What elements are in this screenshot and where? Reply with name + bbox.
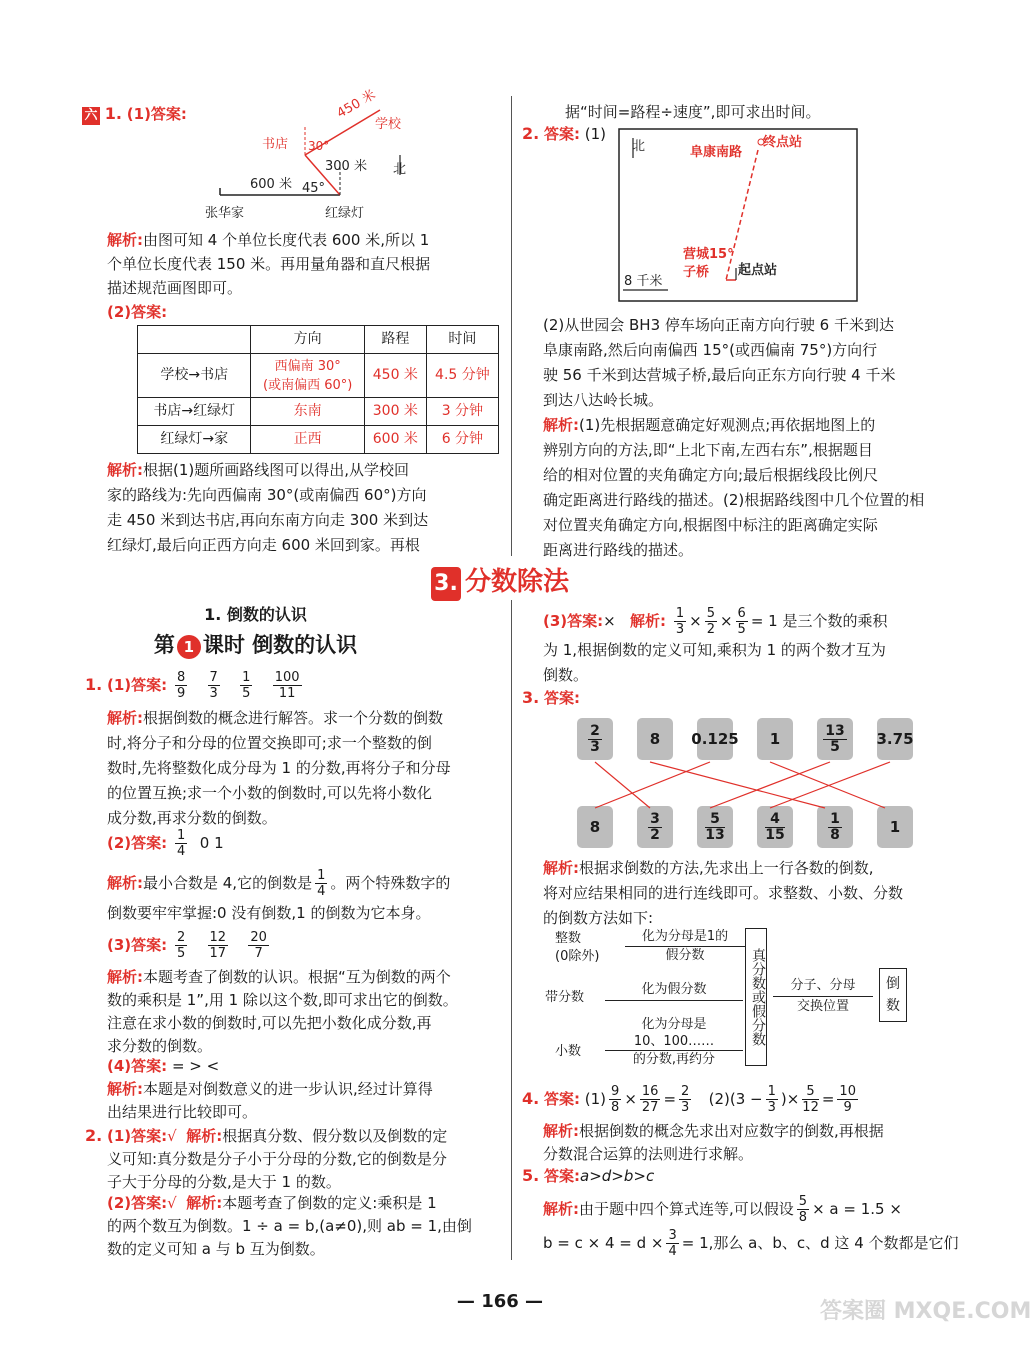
answer-value: × — [603, 612, 616, 630]
label-30deg: 30° — [308, 139, 330, 153]
column-divider-bottom — [511, 600, 512, 1260]
analysis-text: 由于题中四个算式连等,可以假设 — [579, 1200, 794, 1218]
table-row — [138, 398, 499, 426]
q1-3 — [107, 928, 272, 962]
q1-part2-label: (2)答案: — [107, 303, 168, 321]
cell-line: (或南偏西 60°) — [263, 377, 353, 393]
q-number: 2. — [522, 124, 540, 143]
analysis-line: 数的定义可知 a 与 b 互为倒数。 — [107, 1240, 325, 1258]
analysis-label: 解析: — [186, 1194, 223, 1212]
analysis-line: 将对应结果相同的进行连线即可。求整数、小数、分数 — [543, 884, 904, 902]
sub-title: 1. 倒数的认识 — [204, 605, 307, 624]
analysis-line: 的倒数方法如下: — [543, 909, 654, 927]
answer-label: (4)答案: — [107, 1057, 168, 1075]
answer-value: a>d>b>c — [580, 1167, 655, 1185]
flow-mixed: 带分数 — [545, 990, 585, 1005]
table-header-cell: 路程 — [364, 326, 426, 354]
analysis-line: 求分数的倒数。 — [107, 1037, 213, 1055]
a3-analysis — [107, 966, 458, 1058]
answer-line: 阜康南路,然后向南偏西 15°(或西偏南 75°)方向行 — [543, 341, 878, 359]
table-cell: 红绿灯→家 — [138, 426, 251, 454]
table-cell: 正西 — [251, 426, 364, 454]
number-chip: $\frac{5}{13}$ — [697, 806, 733, 848]
lesson-title — [0, 630, 511, 660]
number-chip: $\frac{1}{8}$ — [817, 806, 853, 848]
q6-1-header — [82, 102, 187, 126]
table-cell: 6 分钟 — [426, 426, 498, 454]
analysis-line: 义可知:真分数是分子小于分母的分数,它的倒数是分 — [107, 1150, 447, 1168]
table-cell — [251, 354, 364, 398]
table-cell: 300 米 — [364, 398, 426, 426]
q5-analysis: 解析:由于题中四个算式连等,可以假设 $\frac{5}{8}$ × a = 1.5 × b = c × 4 = d × $\frac{3}{4}$ = 1,那么 a、b、c、d 这 4 个数都是它们 — [543, 1194, 959, 1259]
q5 — [522, 1164, 654, 1188]
analysis-label: 解析: — [107, 231, 143, 249]
flow-result-box: 倒数 — [879, 968, 907, 1022]
continuation-line: 据“时间=路程÷速度”,即可求出时间。 — [565, 103, 821, 121]
analysis-label: 解析: — [107, 1080, 143, 1098]
number-chip: $\frac{2}{3}$ — [577, 718, 613, 760]
fraction: $\frac{2}{5}$ — [176, 930, 186, 961]
answer-value: 0 1 — [199, 834, 224, 852]
number-chip: 1 — [877, 806, 913, 848]
q3-3: (3)答案:× 解析: $\frac{1}{3}$ × $\frac{5}{2}$ × $\frac{6}{5}$ = 1 是三个数的乘积 — [543, 606, 888, 637]
answer-label: 答案: — [544, 689, 580, 707]
q2-analysis — [543, 413, 924, 563]
analysis-line: 根据倒数的概念进行解答。求一个分数的倒数 — [143, 709, 444, 727]
q1-2 — [107, 826, 224, 860]
flow-diagram — [545, 928, 925, 1068]
answer-label: 答案: — [544, 1167, 580, 1185]
matching-lines — [575, 760, 915, 810]
fraction: $\frac{5}{2}$ — [706, 606, 715, 637]
analysis-line: 为 1,根据倒数的定义可知,乘积为 1 的两个数才互为 — [543, 641, 886, 659]
q2-part2 — [543, 313, 895, 413]
flow-int-arrow: 化为分母是1的 假分数 — [625, 928, 745, 965]
label-300: 300 米 — [325, 159, 367, 174]
route-diagram — [190, 87, 430, 230]
analysis-line: 距离进行路线的描述。 — [543, 541, 694, 559]
number-chip: 3.75 — [877, 718, 913, 760]
q3-analysis — [543, 856, 903, 931]
analysis-1 — [107, 228, 430, 300]
number-chip: $\frac{13}{5}$ — [817, 718, 853, 760]
chapter-badge: 3. — [431, 567, 461, 601]
analysis-line: 倒数要牢牢掌握:0 没有倒数,1 的倒数为它本身。 — [107, 904, 431, 922]
analysis-label: 解析: — [186, 1127, 223, 1145]
fraction: $\frac{100}{11}$ — [274, 670, 300, 701]
q-number: 1. — [85, 675, 103, 694]
table-header-row — [138, 326, 499, 354]
number-chip: 1 — [757, 718, 793, 760]
table-cell: 450 米 — [364, 354, 426, 398]
analysis-label: 解析: — [543, 1122, 579, 1140]
sub-label: (1) — [584, 1090, 607, 1108]
analysis-line: 分数混合运算的法则进行求解。 — [543, 1145, 754, 1163]
analysis-line: 走 450 米到达书店,再向东南方向走 300 米到达 — [107, 511, 429, 529]
route-table — [137, 325, 499, 454]
sub-label: (2)(3 − — [708, 1090, 763, 1108]
flow-swap: 分子、分母 交换位置 — [773, 976, 873, 1017]
fraction: $\frac{6}{5}$ — [737, 606, 746, 637]
answer-label: (3)答案: — [107, 936, 168, 954]
analysis-text: = 1 是三个数的乘积 — [750, 612, 888, 630]
q3-header — [522, 686, 580, 710]
analysis-line: 成分数,再求分数的倒数。 — [107, 809, 277, 827]
analysis-line: 根据倒数的概念先求出对应数字的倒数,再根据 — [579, 1122, 884, 1140]
table-header-cell: 方向 — [251, 326, 364, 354]
q4: 4. 答案: (1) $\frac{9}{8}$ × $\frac{16}{27}$ = $\frac{2}{3}$ (2)(3 − $\frac{1}{3}$ )× $\frac{5}{12}$ = $\frac{10}{9}$ — [522, 1084, 856, 1115]
chapter-title-text: 分数除法 — [464, 567, 569, 597]
analysis-line: 本题考查了倒数的认识。根据“互为倒数的两个 — [143, 968, 451, 986]
analysis-label: 解析: — [543, 416, 579, 434]
q2-2 — [107, 1192, 472, 1261]
label-school: 学校 — [375, 117, 402, 132]
fraction: $\frac{1}{4}$ — [317, 868, 326, 899]
analysis-text: 最小合数是 4,它的倒数是 — [143, 874, 313, 892]
fraction: $\frac{1}{4}$ — [176, 828, 186, 859]
flow-int: 整数 (0除外) — [555, 931, 600, 964]
answer-label: 答案: — [544, 125, 580, 143]
analysis-line: 本题是对倒数意义的进一步认识,经过计算得 — [143, 1080, 433, 1098]
section-badge: 六 — [82, 107, 100, 125]
fraction: $\frac{1}{3}$ — [675, 606, 685, 637]
answer-line: 到达八达岭长城。 — [543, 391, 664, 409]
map-north: 北 — [632, 139, 646, 154]
a4-analysis — [107, 1078, 433, 1124]
analysis-line: 根据真分数、假分数以及倒数的定 — [222, 1127, 448, 1145]
answer-value: √ — [167, 1127, 177, 1145]
a1-analysis — [107, 706, 451, 831]
answer-label: (2)答案: — [107, 834, 168, 852]
a2-analysis — [107, 868, 450, 927]
flow-mid-box: 真分数或假分数 — [745, 928, 767, 1066]
analysis-line: 对位置夹角确定方向,根据图中标注的距离确定实际 — [543, 516, 878, 534]
table-header-cell: 时间 — [426, 326, 498, 354]
table-cell: 3 分钟 — [426, 398, 498, 426]
analysis-line: 个单位长度代表 150 米。再用量角器和直尺根据 — [107, 255, 431, 273]
analysis-line: 时,将分子和分母的位置交换即可;求一个整数的倒 — [107, 734, 432, 752]
label-north: 北 — [393, 162, 407, 177]
watermark: 答案圈 MXQE.COM — [820, 1299, 1031, 1324]
analysis-label: 解析: — [543, 859, 579, 877]
number-chip: 0.125 — [697, 718, 733, 760]
q2-header — [522, 122, 606, 146]
q1-4 — [107, 1054, 219, 1078]
map-road: 阜康南路 — [690, 145, 743, 160]
table-row — [138, 354, 499, 398]
answer-value: = > < — [171, 1057, 220, 1075]
label-600: 600 米 — [250, 177, 292, 192]
label-light: 红绿灯 — [325, 206, 365, 221]
analysis-label: 解析: — [107, 461, 143, 479]
table-cell: 学校→书店 — [138, 354, 251, 398]
analysis-line: 给的相对位置的夹角确定方向;最后根据线段比例尺 — [543, 466, 879, 484]
map-bridge2: 子桥 — [683, 265, 710, 280]
page-number-text: 166 — [481, 1291, 519, 1312]
answer-line: 驶 56 千米到达营城子桥,最后向正东方向行驶 4 千米 — [543, 366, 896, 384]
analysis-line: 描述规范画图即可。 — [107, 279, 243, 297]
q-number: 2. — [85, 1126, 103, 1145]
q2-1 — [85, 1124, 447, 1194]
number-chip: 8 — [577, 806, 613, 848]
table-cell: 4.5 分钟 — [426, 354, 498, 398]
table-header-cell — [138, 326, 251, 354]
fraction: $\frac{12}{17}$ — [209, 930, 227, 961]
analysis-line: 由图可知 4 个单位长度代表 600 米,所以 1 — [143, 231, 430, 249]
answer-line: (2)从世园会 BH3 停车场向正南方向行驶 6 千米到达 — [543, 316, 894, 334]
number-chip: 8 — [637, 718, 673, 760]
analysis-line: 本题考查了倒数的定义:乘积是 1 — [222, 1194, 437, 1212]
analysis-line: 倒数。 — [543, 666, 589, 684]
table-cell: 书店→红绿灯 — [138, 398, 251, 426]
analysis-label: 解析: — [107, 968, 143, 986]
analysis-line: 家的路线为:先向西偏南 30°(或南偏西 60°)方向 — [107, 486, 427, 504]
q4-analysis — [543, 1120, 884, 1166]
answer-label: (2)答案: — [107, 1194, 168, 1212]
number-chip: $\frac{3}{2}$ — [637, 806, 673, 848]
analysis-text: = 1,那么 a、b、c、d 这 4 个数都是它们 — [681, 1234, 959, 1252]
answer-label: (1)答案: — [126, 105, 187, 123]
analysis-label: 解析: — [107, 709, 143, 727]
table-cell: 600 米 — [364, 426, 426, 454]
q-number: 4. — [522, 1089, 540, 1108]
label-bookstore: 书店 — [262, 137, 289, 152]
fraction: $\frac{1}{5}$ — [242, 670, 251, 701]
analysis-line: 确定距离进行路线的描述。(2)根据路线图中几个位置的相 — [543, 491, 925, 509]
analysis-label: 解析: — [107, 874, 143, 892]
analysis-line: 的位置互换;求一个小数的倒数时,可以先将小数化 — [107, 784, 432, 802]
lesson-number: 1 — [177, 635, 201, 659]
number-chip: $\frac{4}{15}$ — [757, 806, 793, 848]
analysis-line: 的两个数互为倒数。1 ÷ a = b,(a≠0),则 ab = 1,由倒 — [107, 1217, 472, 1235]
cell-line: 西偏南 30° — [274, 358, 341, 374]
column-divider-top — [511, 96, 512, 556]
answer-label: 答案: — [544, 1090, 580, 1108]
flow-dec: 小数 — [555, 1044, 582, 1059]
analysis-line: 数时,先将整数化成分母为 1 的分数,再将分子和分母 — [107, 759, 451, 777]
table-row — [138, 426, 499, 454]
analysis-text: b = c × 4 = d × — [543, 1234, 664, 1252]
lesson-pre: 第 — [153, 633, 175, 657]
lesson-post: 课时 倒数的认识 — [202, 633, 358, 657]
label-45deg: 45° — [302, 181, 326, 196]
fraction: $\frac{7}{3}$ — [209, 670, 218, 701]
answer-label: (1)答案: — [107, 676, 168, 694]
analysis-label: 解析: — [543, 1200, 579, 1218]
q3-3-lines — [543, 638, 886, 688]
analysis-line: 出结果进行比较即可。 — [107, 1103, 258, 1121]
analysis-line: 根据(1)题所画路线图可以得出,从学校回 — [143, 461, 410, 479]
analysis-label: 解析: — [630, 612, 667, 630]
flow-dec-arrow: 化为分母是 10、100…… 的分数,再约分 — [605, 1016, 743, 1068]
analysis-line: 注意在求小数的倒数时,可以先把小数化成分数,再 — [107, 1014, 432, 1032]
analysis-line: 辨别方向的方法,即“上北下南,左西右东”,根据题目 — [543, 441, 873, 459]
answer-value: √ — [167, 1194, 177, 1212]
answer-label: (3)答案: — [543, 612, 604, 630]
map-start: 起点站 — [738, 263, 778, 278]
analysis-line: 子大于分母的分数,是大于 1 的数。 — [107, 1173, 341, 1191]
map-end: 终点站 — [763, 135, 803, 150]
analysis-text: 。两个特殊数字的 — [330, 874, 451, 892]
sub-label: (1) — [584, 125, 607, 143]
map-scale: 8 千米 — [624, 274, 663, 289]
analysis-text: × a = 1.5 × — [812, 1200, 902, 1218]
analysis-line: (1)先根据题意确定好观测点;再依据地图上的 — [579, 416, 876, 434]
chapter-title — [0, 560, 1000, 604]
page-number: — 166 — — [456, 1291, 544, 1312]
analysis-line: 红绿灯,最后向正西方向走 600 米回到家。再根 — [107, 536, 420, 554]
route-map — [618, 128, 858, 303]
map-bridge1: 营城15° — [683, 247, 734, 262]
label-home: 张华家 — [205, 206, 245, 221]
fraction: $\frac{8}{9}$ — [176, 670, 186, 701]
analysis-2 — [107, 458, 428, 558]
q-number: 1. — [104, 104, 122, 123]
table-cell: 东南 — [251, 398, 364, 426]
analysis-line: 根据求倒数的方法,先求出上一行各数的倒数, — [579, 859, 874, 877]
fraction: $\frac{20}{7}$ — [250, 930, 267, 961]
flow-mixed-arrow: 化为假分数 — [605, 980, 743, 1001]
q-number: 5. — [522, 1166, 540, 1185]
q1-1 — [85, 668, 305, 702]
analysis-line: 数的乘积是 1”,用 1 除以这个数,即可求出它的倒数。 — [107, 991, 458, 1009]
label-450: 450 米 — [334, 87, 379, 122]
q-number: 3. — [522, 688, 540, 707]
answer-label: (1)答案: — [107, 1127, 168, 1145]
